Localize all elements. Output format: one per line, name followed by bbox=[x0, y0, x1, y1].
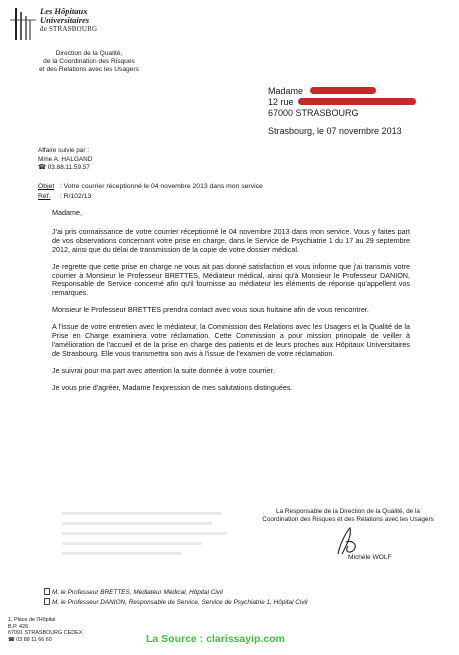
org-line-1: Les Hôpitaux bbox=[40, 6, 88, 16]
recipient-street: 12 rue bbox=[268, 97, 359, 108]
signatory-name: Michèle WOLF bbox=[348, 554, 392, 561]
reference-block bbox=[38, 182, 263, 202]
cc-line-1: M. le Professeur BRETTES, Médiateur Médical, Hôpital Civil bbox=[44, 588, 307, 598]
footer-line-4: ☎ 03 88 11 66 60 bbox=[8, 637, 52, 644]
greeting: Madame, bbox=[52, 208, 82, 217]
dept-line-1: Direction de la Qualité, bbox=[55, 50, 123, 57]
followup-phone: ☎ 03.88.11.59.57 bbox=[38, 164, 90, 171]
recipient-address bbox=[268, 86, 359, 119]
footer-line-1: 1, Place de l'Hôpital bbox=[8, 617, 56, 623]
org-city: de STRASBOURG bbox=[40, 25, 98, 33]
paragraph-5: Je suivrai pour ma part avec attention la suite donnée à votre courrier. bbox=[52, 365, 275, 375]
signature-line-1: La Responsable de la Direction de la Qualité, de la bbox=[276, 508, 420, 515]
paragraph-2: Je regrette que cette prise en charge ne vous ait pas donné satisfaction et vous informe que j'ai transmis votre courrier à Monsieur le Professeur BRETTES, Médiateur médical, ainsi qu'à Monsieur le Professeur DANION, Responsable de Service concerné afin qu'il fournisse au médiateur les éléments de réponse qu'appellent vos remarques. bbox=[52, 261, 410, 298]
followup-block bbox=[38, 147, 92, 173]
org-line-2: Universitaires bbox=[40, 15, 90, 25]
signature-line-2: Coordination des Risques et des Relations avec les Usagers bbox=[262, 516, 434, 523]
redaction-mark bbox=[310, 87, 376, 94]
recipient-name: Madame bbox=[268, 86, 359, 97]
ref-line: Réf. : R/102/13 bbox=[38, 193, 92, 200]
department-name bbox=[14, 50, 164, 74]
bleed-through-texture bbox=[62, 508, 232, 568]
footer-line-2: B.P. 426 bbox=[8, 623, 28, 630]
copy-recipients bbox=[44, 588, 307, 608]
object-line: Objet : Votre courrier réceptionné le 04 novembre 2013 dans mon service bbox=[38, 183, 263, 190]
phone-icon: ☎ bbox=[38, 164, 48, 171]
dept-line-2: de la Coordination des Risques bbox=[43, 58, 135, 65]
cc-line-2: M. le Professeur DANION, Responsable de Service, Service de Psychiatrie 1, Hôpital Civil bbox=[44, 598, 307, 608]
organization-name bbox=[40, 7, 97, 34]
redaction-mark bbox=[298, 98, 416, 105]
footer-line-3: 67091 STRASBOURG CEDEX bbox=[8, 630, 83, 637]
paragraph-1: J'ai pris connaissance de votre courrier réceptionné le 04 novembre 2013 dans mon service. Vous y faites part de vos observations concernant votre prise en charge, dans le Service de Psychiatrie 1 du 17 au 29 septembre 2012, ainsi que du délai de transmission de la copie de votre dossier médical. bbox=[52, 226, 410, 254]
followup-label: Affaire suivie par : bbox=[38, 147, 90, 154]
paragraph-3: Monsieur le Professeur BRETTES prendra contact avec vous sous huitaine afin de vous rencontrer. bbox=[52, 305, 369, 315]
signature-block bbox=[256, 508, 440, 524]
paragraph-6: Je vous prie d'agréer, Madame l'expression de mes salutations distinguées. bbox=[52, 382, 293, 392]
footer-address bbox=[8, 617, 82, 644]
phone-icon: ☎ bbox=[8, 637, 17, 644]
recipient-city: 67000 STRASBOURG bbox=[268, 108, 359, 118]
letter-body bbox=[52, 209, 410, 401]
checkbox-icon bbox=[44, 588, 50, 595]
dept-line-3: et des Relations avec les Usagers bbox=[39, 66, 139, 73]
paragraph-4: A l'issue de votre entretien avec le médiateur, la Commission des Relations avec les Usagers et la Qualité de la Prise en Charge examinera votre réclamation. Cette Commission a pour mission principale de veiller à l'amélioration de l'accueil et de la prise en charge des patients et de leurs proches aux Hôpitaux Universitaires de Strasbourg. Elle vous transmettra son avis à l'issue de l'examen de votre réclamation. bbox=[52, 322, 410, 358]
source-watermark: La Source : clarissayip.com bbox=[146, 633, 285, 645]
checkbox-icon bbox=[44, 598, 50, 605]
followup-name: Mme A. HALGAND bbox=[38, 155, 93, 163]
hus-logo-icon bbox=[8, 6, 38, 42]
letter-date: Strasbourg, le 07 novembre 2013 bbox=[268, 126, 402, 136]
